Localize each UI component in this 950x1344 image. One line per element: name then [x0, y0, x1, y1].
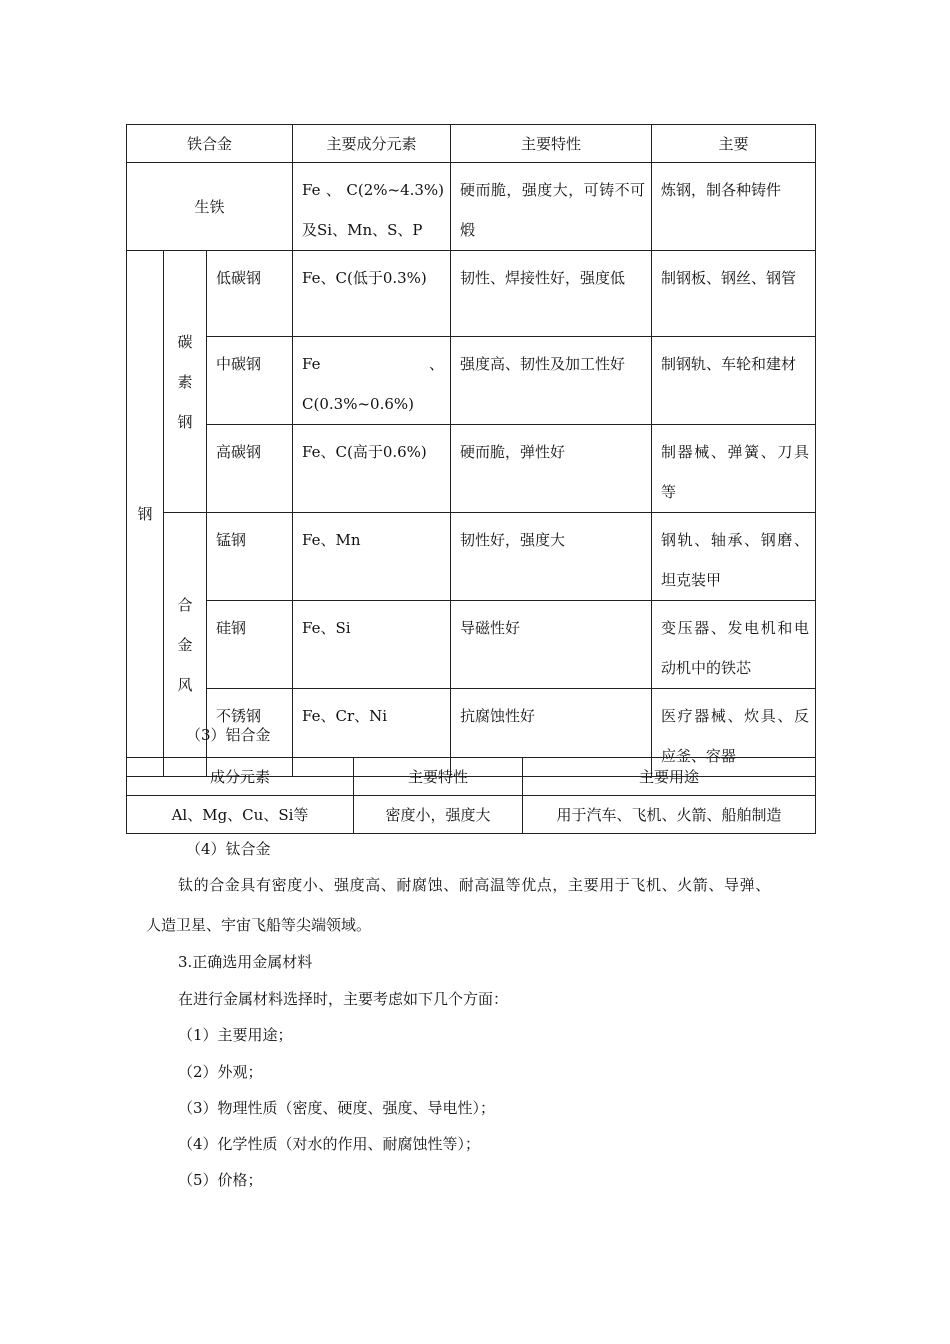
section-title: 3.正确选用金属材料 [178, 953, 313, 971]
al-composition: Al、Mg、Cu、Si等 [127, 796, 354, 834]
list-item: （1）主要用途； [178, 1026, 293, 1044]
list-item: （2）外观； [178, 1063, 263, 1081]
titanium-heading: （4）钛合金 [186, 840, 271, 858]
steel-use: 制钢板、钢丝、钢管 [652, 251, 816, 337]
al-header-composition: 成分元素 [127, 758, 354, 796]
steel-use: 制器械、弹簧、刀具等 [652, 425, 816, 513]
steel-property: 抗腐蚀性好 [451, 689, 652, 777]
table-row [127, 796, 816, 834]
steel-property: 韧性好，强度大 [451, 513, 652, 601]
pig-iron-name: 生铁 [127, 163, 293, 251]
al-property: 密度小，强度大 [354, 796, 523, 834]
table-row [127, 163, 816, 251]
al-header-property: 主要特性 [354, 758, 523, 796]
al-use: 用于汽车、飞机、火箭、船舶制造 [523, 796, 816, 834]
list-item: （4）化学性质（对水的作用、耐腐蚀性等）； [178, 1135, 481, 1153]
steel-property: 硬而脆，弹性好 [451, 425, 652, 513]
steel-use: 变压器、发电机和电动机中的铁芯 [652, 601, 816, 689]
aluminum-alloy-table [126, 757, 816, 834]
table-row [127, 513, 816, 601]
header-property: 主要特性 [451, 125, 652, 163]
steel-name: 高碳钢 [207, 425, 293, 513]
steel-composition: Fe、Mn [293, 513, 451, 601]
steel-composition: Fe、Cr、Ni [293, 689, 451, 777]
al-header-use: 主要用途 [523, 758, 816, 796]
table-header-row [127, 125, 816, 163]
steel-name: 低碳钢 [207, 251, 293, 337]
steel-property: 强度高、韧性及加工性好 [451, 337, 652, 425]
carbon-steel-label: 碳素钢 [164, 251, 207, 513]
table-row [127, 425, 816, 513]
pig-iron-composition: Fe、C(2%~4.3%)及Si、Mn、S、P [293, 163, 451, 251]
alloy-steel-label: 合金风 [164, 513, 207, 777]
header-composition: 主要成分元素 [293, 125, 451, 163]
pig-iron-property: 硬而脆，强度大，可铸不可煅 [451, 163, 652, 251]
table-row [127, 251, 816, 337]
titanium-paragraph-line2: 人造卫星、宇宙飞船等尖端领域。 [146, 916, 372, 934]
list-item: （3）物理性质（密度、硬度、强度、导电性）； [178, 1099, 496, 1117]
steel-label: 钢 [127, 251, 164, 777]
table-header-row [127, 758, 816, 796]
steel-composition: Fe、Si [293, 601, 451, 689]
header-iron-alloy: 铁合金 [127, 125, 293, 163]
steel-use: 医疗器械、炊具、反应釜、容器 [652, 689, 816, 777]
pig-iron-use: 炼钢，制各种铸件 [652, 163, 816, 251]
list-item: （5）价格； [178, 1171, 263, 1189]
table-row [127, 337, 816, 425]
steel-property: 导磁性好 [451, 601, 652, 689]
table-row [127, 601, 816, 689]
steel-name: 硅钢 [207, 601, 293, 689]
steel-composition: Fe、C(低于0.3%) [293, 251, 451, 337]
steel-property: 韧性、焊接性好，强度低 [451, 251, 652, 337]
section-intro: 在进行金属材料选择时，主要考虑如下几个方面： [178, 990, 509, 1008]
header-use: 主要 [652, 125, 816, 163]
steel-name: 中碳钢 [207, 337, 293, 425]
steel-use: 钢轨、轴承、钢磨、坦克装甲 [652, 513, 816, 601]
iron-alloy-table [126, 124, 816, 777]
titanium-paragraph-line1: 钛的合金具有密度小、强度高、耐腐蚀、耐高温等优点，主要用于飞机、火箭、导弹、 [178, 876, 771, 894]
steel-use: 制钢轨、车轮和建材 [652, 337, 816, 425]
aluminum-heading: （3）铝合金 [186, 726, 271, 744]
steel-composition: Fe、C(0.3%~0.6%) [293, 337, 451, 425]
steel-composition: Fe、C(高于0.6%) [293, 425, 451, 513]
steel-name: 不锈钢 [207, 689, 293, 777]
steel-name: 锰钢 [207, 513, 293, 601]
